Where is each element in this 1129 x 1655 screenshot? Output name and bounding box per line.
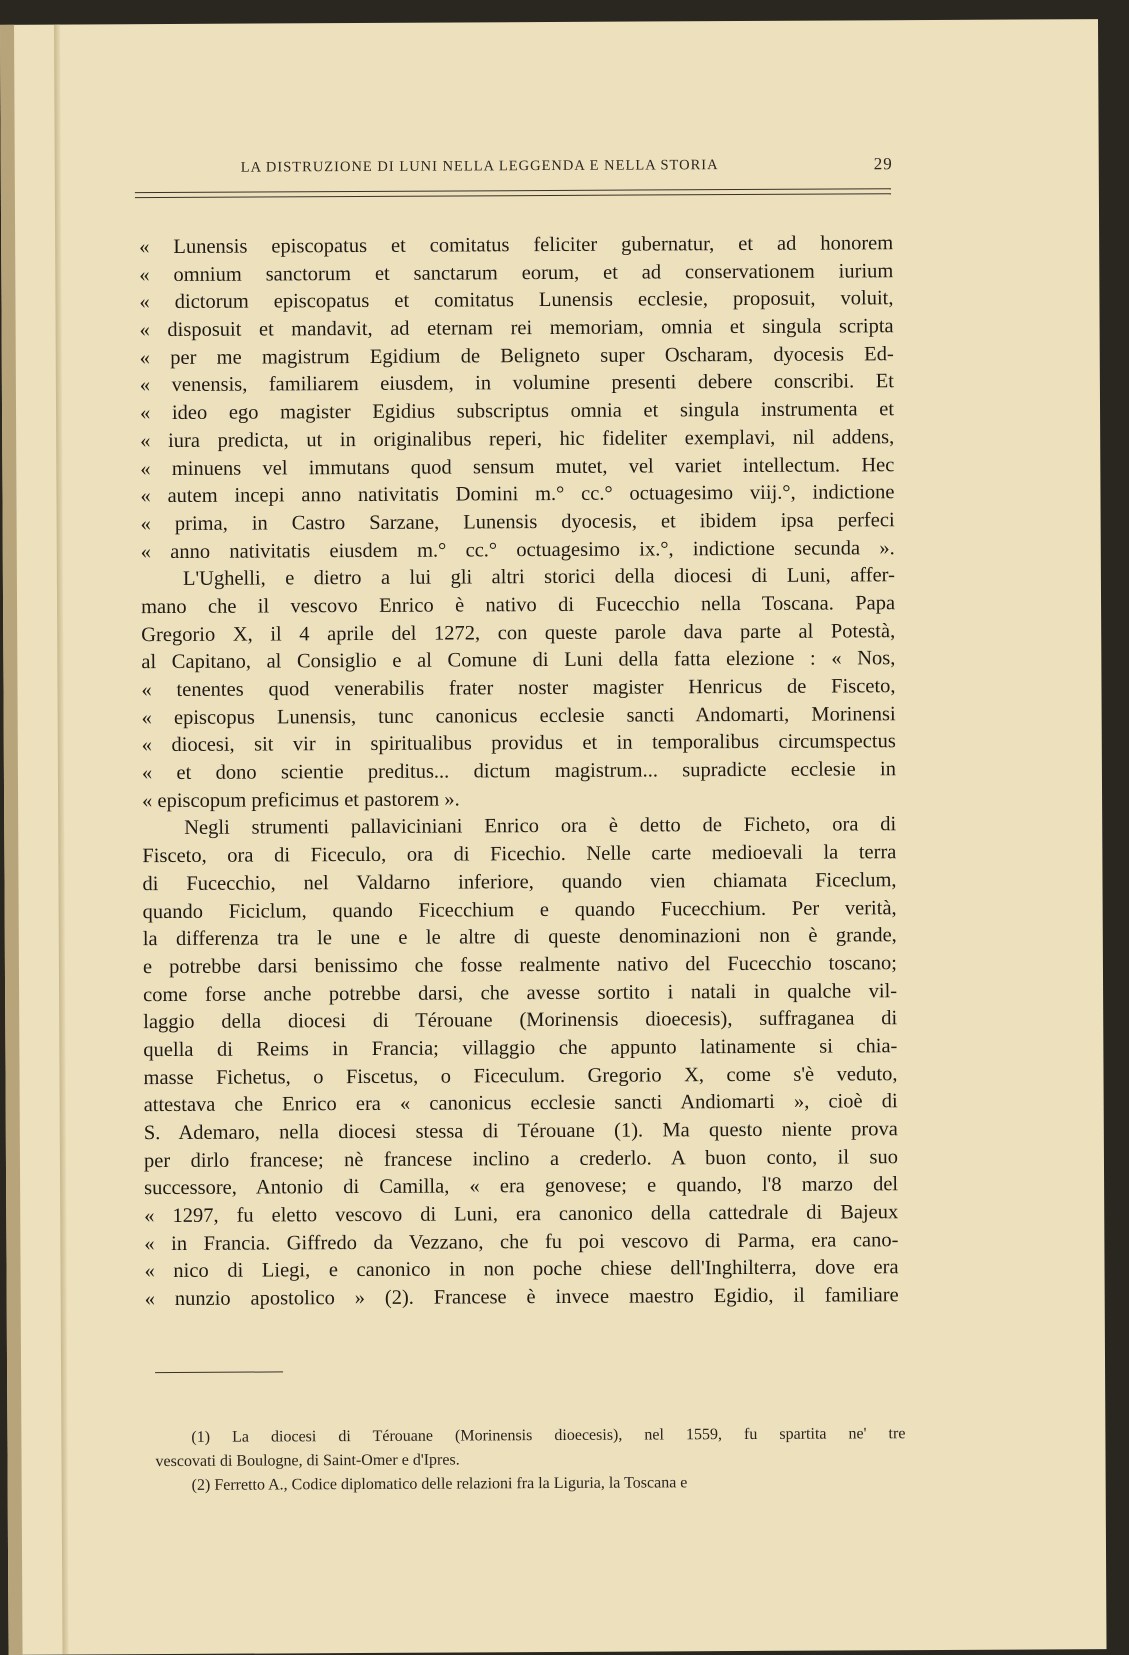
text-line: « in Francia. Giffredo da Vezzano, che fu poi vescovo di Parma, era cano- [144, 1228, 899, 1255]
text-line: « anno nativitatis eiusdem m.° cc.° octuagesimo ix.°, indictione secunda ». [140, 536, 895, 563]
body-text [139, 230, 899, 1314]
footnote-line: (1) La diocesi di Térouane (Morinensis dioecesis), nel 1559, fu spartita ne' tre [191, 1425, 906, 1446]
text-line: mano che il vescovo Enrico è nativo di Fucecchio nella Toscana. Papa [141, 592, 896, 619]
footnotes [155, 1422, 905, 1498]
footnote-line: (2) Ferretto A., Codice diplomatico delle relazioni fra la Liguria, la Toscana e [191, 1474, 688, 1494]
book-page [0, 19, 1107, 1655]
text-line: « episcopus Lunensis, tunc canonicus ecclesie sancti Andomarti, Morinensi [141, 702, 896, 729]
text-line: laggio della diocesi di Térouane (Morinensis dioecesis), suffraganea di [143, 1007, 898, 1034]
text-line: « disposuit et mandavit, ad eternam rei memoriam, omnia et singula scripta [139, 315, 894, 342]
text-line: quando Ficiclum, quando Ficecchium e quando Fucecchium. Per verità, [142, 896, 897, 923]
text-line: e potrebbe darsi benissimo che fosse realmente nativo del Fucecchio toscano; [142, 952, 897, 979]
text-line: « ideo ego magister Egidius subscriptus omnia et singula instrumenta et [139, 398, 895, 425]
text-line: « minuens vel immutans quod sensum mutet, vel variet intellectum. Hec [140, 453, 895, 480]
page-spine-shadow [54, 25, 69, 1655]
running-title: LA DISTRUZIONE DI LUNI NELLA LEGGENDA E NELLA STORIA [240, 157, 719, 176]
text-line: « et dono scientie preditus... dictum magistrum... supradicte ecclesie in [141, 758, 896, 785]
text-line: quella di Reims in Francia; villaggio che appunto latinamente si chia- [143, 1035, 898, 1062]
text-line: S. Ademaro, nella diocesi stessa di Térouane (1). Ma questo niente prova [143, 1118, 898, 1145]
header-rule [135, 188, 891, 198]
text-line: masse Fichetus, o Fiscetus, o Ficeculum. Gregorio X, come s'è veduto, [143, 1062, 898, 1089]
text-line: « nico di Liegi, e canonico in non poche chiese dell'Inghilterra, dove era [144, 1256, 899, 1283]
text-line: « episcopum preficimus et pastorem ». [142, 788, 460, 812]
text-line: come forse anche potrebbe darsi, che avesse sortito i natali in qualche vil- [143, 979, 898, 1006]
text-line: « autem incepi anno nativitatis Domini m.° cc.° octuagesimo viij.°, indictione [140, 481, 895, 508]
text-line: « 1297, fu eletto vescovo di Luni, era canonico della cattedrale di Bajeux [144, 1201, 899, 1228]
page-number: 29 [873, 154, 893, 174]
text-line: « tenentes quod venerabilis frater noster magister Henricus de Fisceto, [141, 675, 896, 702]
text-line: L'Ughelli, e dietro a lui gli altri storici della diocesi di Luni, affer- [182, 564, 895, 591]
text-line: « per me magistrum Egidium de Beligneto super Oscharam, dyocesis Ed- [139, 342, 894, 369]
text-line: al Capitano, al Consiglio e al Comune di Luni della fatta elezione : « Nos, [141, 647, 896, 674]
text-line: « prima, in Castro Sarzane, Lunensis dyocesis, et ibidem ipsa perfeci [140, 509, 895, 536]
text-line: Gregorio X, il 4 aprile del 1272, con queste parole dava parte al Potestà, [141, 619, 896, 646]
text-line: Fisceto, ora di Ficeculo, ora di Ficechio. Nelle carte medioevali la terra [142, 841, 897, 868]
text-line: « nunzio apostolico » (2). Francese è invece maestro Egidio, il familiare [144, 1284, 899, 1311]
text-line: « Lunensis episcopatus et comitatus feliciter gubernatur, et ad honorem [139, 232, 894, 259]
footnote-rule [155, 1371, 283, 1373]
text-line: « venensis, familiarem eiusdem, in volumine presenti debere conscribi. Et [139, 370, 894, 397]
text-line: « dictorum episcopatus et comitatus Lunensis ecclesie, proposuit, voluit, [139, 287, 894, 314]
text-line: « diocesi, sit vir in spiritualibus providus et in temporalibus circumspectus [141, 730, 896, 757]
text-line: di Fucecchio, nel Valdarno inferiore, quando vien chiamata Ficeclum, [142, 869, 897, 895]
footnote-line: vescovati di Boulogne, di Saint-Omer e d'Ipres. [155, 1451, 460, 1471]
text-line: « iura predicta, ut in originalibus reperi, hic fideliter exemplavi, nil addens, [140, 426, 895, 452]
text-line: la differenza tra le une e le altre di queste denominazioni non è grande, [142, 924, 897, 951]
text-line: « omnium sanctorum et sanctarum eorum, et ad conservationem iurium [139, 259, 894, 286]
running-header [145, 154, 905, 184]
text-line: successore, Antonio di Camilla, « era genovese; e quando, l'8 marzo del [144, 1173, 899, 1200]
text-line: Negli strumenti pallaviciniani Enrico ora è detto de Ficheto, ora di [184, 813, 897, 840]
text-line: attestava che Enrico era « canonicus ecclesie sancti Andiomarti », cioè di [143, 1090, 898, 1117]
text-line: per dirlo francese; nè francese inclino a crederlo. A buon conto, il suo [143, 1145, 899, 1172]
